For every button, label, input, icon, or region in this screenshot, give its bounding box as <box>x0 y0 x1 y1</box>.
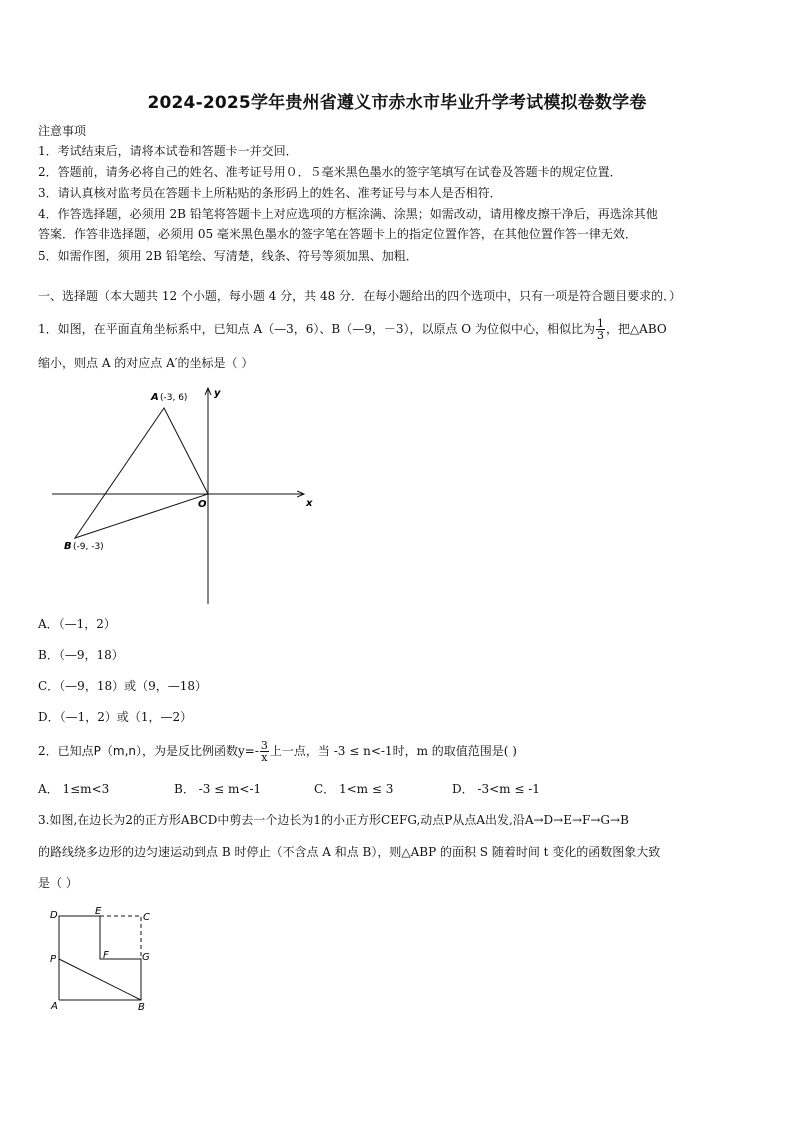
notes-heading: 注意事项 <box>38 124 87 138</box>
note-item: 3．请认真核对监考员在答题卡上所粘贴的条形码上的姓名、准考证号与本人是否相符． <box>38 186 502 200</box>
question-3-line-2: 的路线绕多边形的边匀速运动到点 B 时停止（不含点 A 和点 B），则△ABP 的面积 S 随着时间 t 变化的函数图象大致 <box>38 845 661 859</box>
q1-coordinate-figure <box>40 382 330 607</box>
question-3-line-1: 3.如图,在边长为2的正方形ABCD中剪去一个边长为1的小正方形CEFG,动点P从点A出发,沿A→D→E→F→G→B <box>38 813 629 827</box>
label-a: A <box>51 1001 58 1012</box>
q1-text-after: ，把△ABO <box>605 322 667 336</box>
note-item: 答案．作答非选择题，必须用 05 毫米黑色墨水的签字笔在答题卡上的指定位置作答，在其他位置作答一律无效． <box>38 227 637 241</box>
question-3-line-3: 是（ ） <box>38 876 78 890</box>
label-o: O <box>198 499 207 510</box>
q2-text-mid: ，为是反比例函数 <box>142 744 239 758</box>
label-y: y <box>214 388 221 399</box>
q2-frac-numerator: 3 <box>260 739 268 752</box>
coord-a: (-3, 6) <box>160 393 188 403</box>
label-a: A <box>151 392 159 403</box>
q2-option-c: C． 1<m ≤ 3 <box>314 782 394 796</box>
q1-option-c: C．（—9，18）或（9，—18） <box>38 679 207 693</box>
label-f: F <box>103 950 109 961</box>
q2-option-b: B． -3 ≤ m<-1 <box>174 782 262 796</box>
note-item: 2．答题前，请务必将自己的姓名、准考证号用０．５毫米黑色墨水的签字笔填写在试卷及答题卡的规定位置． <box>38 165 622 179</box>
page-title: 2024-2025学年贵州省遵义市赤水市毕业升学考试模拟卷数学卷 <box>147 93 647 113</box>
q2-point: P（m,n） <box>93 744 142 758</box>
note-item: 1．考试结束后，请将本试卷和答题卡一并交回． <box>38 144 298 158</box>
question-1-line-1 <box>38 318 667 341</box>
label-p: P <box>50 954 57 965</box>
triangle-abo <box>75 408 208 538</box>
label-c: C <box>143 912 150 923</box>
q2-func-fraction <box>260 740 269 763</box>
q2-frac-denominator: x <box>261 751 268 764</box>
q2-func-lhs: y=- <box>238 744 259 758</box>
polygon-adefgb <box>59 916 141 1000</box>
q1-frac-numerator: 1 <box>596 317 604 330</box>
q2-text-before: 2．已知点 <box>38 744 94 758</box>
q2-option-a: A． 1≤m<3 <box>38 782 110 796</box>
q1-option-d: D．（—1，2）或（1，—2） <box>38 710 193 724</box>
question-2 <box>38 740 517 763</box>
label-g: G <box>142 952 150 963</box>
note-item: 4．作答选择题，必须用 2B 铅笔将答题卡上对应选项的方框涂满、涂黑；如需改动，请用橡皮擦干净后，再选涂其他 <box>38 207 658 221</box>
q1-option-b: B．（—9，18） <box>38 648 124 662</box>
label-b: B <box>64 541 72 552</box>
coord-b: (-9, -3) <box>73 542 104 552</box>
q1-option-a: A．（—1，2） <box>38 617 116 631</box>
section-header: 一、选择题（本大题共 12 个小题，每小题 4 分，共 48 分．在每小题给出的四个选项中，只有一项是符合题目要求的．） <box>38 289 682 303</box>
label-x: x <box>306 498 313 509</box>
segment-pb <box>59 959 141 1000</box>
label-e: E <box>95 906 102 917</box>
q1-ratio-fraction <box>596 318 605 341</box>
q2-option-d: D． -3<m ≤ -1 <box>452 782 540 796</box>
label-b: B <box>138 1002 145 1013</box>
label-d: D <box>50 910 58 921</box>
q1-frac-denominator: 3 <box>596 329 604 342</box>
q3-square-figure <box>44 904 164 1014</box>
q2-text-after: 上一点，当 -3 ≤ n<-1时，m 的取值范围是( ) <box>269 744 517 758</box>
q2-options <box>38 780 540 797</box>
question-1-line-2: 缩小，则点 A 的对应点 A′的坐标是（ ） <box>38 356 254 370</box>
note-item: 5．如需作图，须用 2B 铅笔绘、写清楚，线条、符号等须加黑、加粗． <box>38 249 418 263</box>
q1-text-before: 1．如图，在平面直角坐标系中，已知点 A（—3，6）、B（—9，－3），以原点 O 为位似中心，相似比为 <box>38 322 595 336</box>
